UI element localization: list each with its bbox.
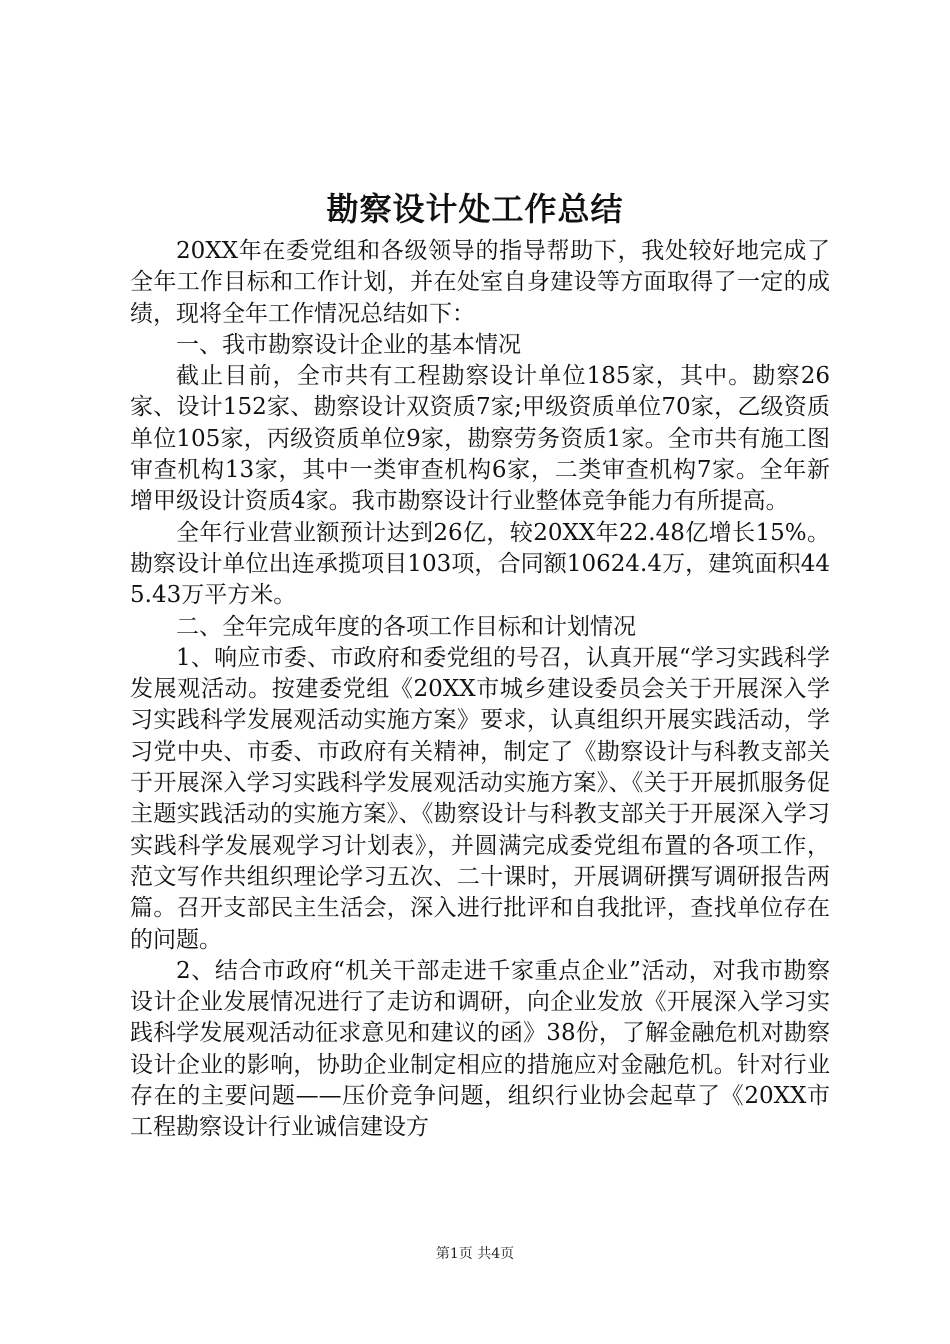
paragraph-item-1: 1、响应市委、市政府和委党组的号召，认真开展“学习实践科学发展观活动。按建委党组《20XX市城乡建设委员会关于开展深入学习实践科学发展观活动实施方案》要求，认真组织开展实践活动，学习党中央、市委、市政府有关精神，制定了《勘察设计与科教支部关于开展深入学习实践科学发展观活动实施方案》、《关于开展抓服务促主题实践活动的实施方案》、《勘察设计与科教支部关于开展深入学习实践科学发展观学习计划表》，并圆满完成委党组布置的各项工作，范文写作共组织理论学习五次、二十课时，开展调研撰写调研报告两篇。召开支部民主生活会，深入进行批评和自我批评，查找单位存在的问题。: [130, 644, 830, 953]
paragraph-item-2: 2、结合市政府“机关干部走进千家重点企业”活动，对我市勘察设计企业发展情况进行了走访和调研，向企业发放《开展深入学习实践科学发展观活动征求意见和建议的函》38份，了解金融危机对勘察设计企业的影响，协助企业制定相应的措施应对金融危机。针对行业存在的主要问题——压价竞争问题，组织行业协会起草了《20XX市工程勘察设计行业诚信建设方: [130, 957, 830, 1141]
document-body: [130, 236, 830, 1144]
page-footer: 第1页 共4页: [435, 1246, 515, 1262]
paragraph-enterprise-count: 截止目前，全市共有工程勘察设计单位185家，其中。勘察26家、设计152家、勘察设计双资质7家;甲级资质单位70家，乙级资质单位105家，丙级资质单位9家，勘察劳务资质1家。全市共有施工图审查机构13家，其中一类审查机构6家，二类审查机构7家。全年新增甲级设计资质4家。我市勘察设计行业整体竞争能力有所提高。: [130, 363, 830, 515]
section-heading-1: 一、我市勘察设计企业的基本情况: [176, 331, 521, 358]
paragraph-intro: 20XX年在委党组和各级领导的指导帮助下，我处较好地完成了全年工作目标和工作计划，并在处室自身建设等方面取得了一定的成绩，现将全年工作情况总结如下：: [130, 238, 830, 327]
paragraph-revenue: 全年行业营业额预计达到26亿，较20XX年22.48亿增长15%。勘察设计单位出连承揽项目103项，合同额10624.4万，建筑面积445.43万平方米。: [130, 519, 830, 609]
section-heading-2: 二、全年完成年度的各项工作目标和计划情况: [176, 613, 636, 640]
document-title: 勘察设计处工作总结: [326, 190, 624, 228]
